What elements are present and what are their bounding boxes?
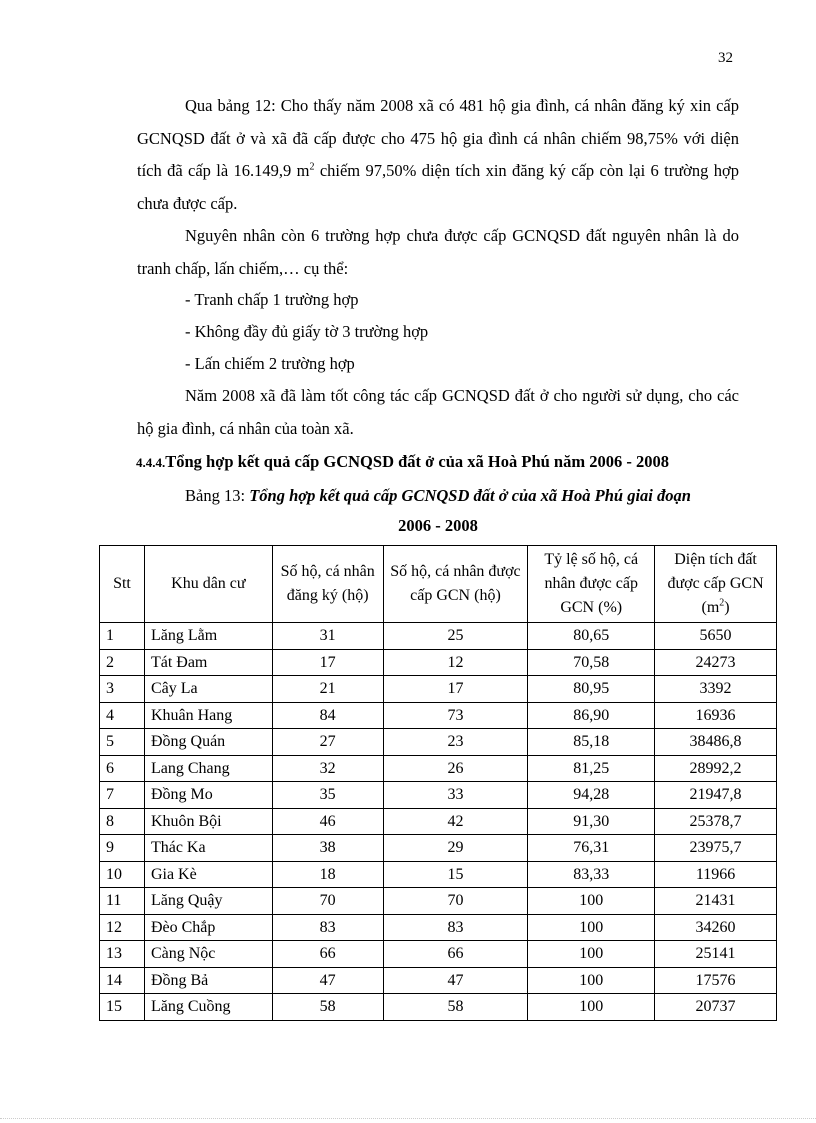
table-row [100, 888, 777, 915]
bullet-item: - Tranh chấp 1 trường hợp [185, 290, 359, 309]
bullet-item: - Không đầy đủ giấy tờ 3 trường hợp [185, 322, 429, 341]
cell-granted: 23 [383, 729, 528, 756]
cell-land-area: 28992,2 [655, 755, 777, 782]
cell-area-name: Đèo Chắp [144, 914, 272, 941]
section-number: 4.4.4. [136, 455, 166, 470]
paragraph1-superscript: 2 [309, 161, 315, 173]
cell-area-name: Lăng Lằm [144, 623, 272, 650]
cell-ratio: 91,30 [528, 808, 655, 835]
cell-area-name: Đồng Mo [144, 782, 272, 809]
cell-land-area: 17576 [655, 967, 777, 994]
cell-ratio: 81,25 [528, 755, 655, 782]
cell-registered: 84 [272, 702, 383, 729]
paragraph-conclusion: Năm 2008 xã đã làm tốt công tác cấp GCNQSD đất ở cho người sử dụng, cho các hộ gia đình, cá nhân của toàn xã. [137, 386, 739, 438]
cell-stt: 9 [100, 835, 145, 862]
cell-land-area: 23975,7 [655, 835, 777, 862]
cell-land-area: 21947,8 [655, 782, 777, 809]
cell-area-name: Đồng Quán [144, 729, 272, 756]
cell-ratio: 100 [528, 888, 655, 915]
cell-granted: 25 [383, 623, 528, 650]
cell-land-area: 11966 [655, 861, 777, 888]
paragraph-table12-summary [137, 90, 739, 220]
cell-land-area: 25378,7 [655, 808, 777, 835]
cell-land-area: 34260 [655, 914, 777, 941]
cell-granted: 15 [383, 861, 528, 888]
cell-stt: 13 [100, 941, 145, 968]
cell-land-area: 16936 [655, 702, 777, 729]
table-row [100, 967, 777, 994]
page-number: 32 [718, 50, 733, 66]
cell-area-name: Càng Nộc [144, 941, 272, 968]
cell-stt: 4 [100, 702, 145, 729]
cell-land-area: 24273 [655, 649, 777, 676]
page-bottom-divider [0, 1118, 816, 1119]
header-registered: Số hộ, cá nhân đăng ký (hộ) [272, 546, 383, 623]
table-row [100, 941, 777, 968]
table-row [100, 835, 777, 862]
cell-area-name: Lang Chang [144, 755, 272, 782]
cell-stt: 3 [100, 676, 145, 703]
table-body [100, 623, 777, 1021]
cell-area-name: Thác Ka [144, 835, 272, 862]
cell-granted: 33 [383, 782, 528, 809]
cell-ratio: 100 [528, 941, 655, 968]
paragraph1-part2: chiếm 97,50% diện tích xin đăng ký cấp còn lại 6 trường hợp chưa được cấp. [137, 161, 739, 213]
table-row [100, 782, 777, 809]
cell-stt: 14 [100, 967, 145, 994]
table-header-row [100, 546, 777, 623]
caption-years: 2006 - 2008 [398, 516, 478, 535]
cell-granted: 83 [383, 914, 528, 941]
cell-granted: 58 [383, 994, 528, 1021]
table-row [100, 755, 777, 782]
cell-stt: 15 [100, 994, 145, 1021]
cell-ratio: 100 [528, 914, 655, 941]
cell-ratio: 80,65 [528, 623, 655, 650]
cell-area-name: Đồng Bả [144, 967, 272, 994]
cell-granted: 26 [383, 755, 528, 782]
cell-registered: 47 [272, 967, 383, 994]
cell-granted: 29 [383, 835, 528, 862]
table-row [100, 702, 777, 729]
header-land-area [655, 546, 777, 623]
cell-registered: 32 [272, 755, 383, 782]
cell-registered: 27 [272, 729, 383, 756]
caption-label: Bảng 13: [185, 486, 250, 505]
results-table [99, 545, 777, 1021]
header-ratio: Tỷ lệ số hộ, cá nhân được cấp GCN (%) [528, 546, 655, 623]
cell-stt: 8 [100, 808, 145, 835]
cell-granted: 66 [383, 941, 528, 968]
header-land-area-text: Diện tích đất được cấp GCN (m [667, 551, 764, 616]
table-caption [100, 481, 776, 541]
cell-granted: 12 [383, 649, 528, 676]
cell-stt: 10 [100, 861, 145, 888]
cell-registered: 38 [272, 835, 383, 862]
cell-ratio: 100 [528, 967, 655, 994]
table-row [100, 649, 777, 676]
cell-granted: 17 [383, 676, 528, 703]
cell-area-name: Tát Đam [144, 649, 272, 676]
cell-land-area: 5650 [655, 623, 777, 650]
header-granted: Số hộ, cá nhân được cấp GCN (hộ) [383, 546, 528, 623]
cell-registered: 31 [272, 623, 383, 650]
table-row [100, 676, 777, 703]
cell-registered: 83 [272, 914, 383, 941]
header-area-name: Khu dân cư [144, 546, 272, 623]
cell-area-name: Khuôn Bội [144, 808, 272, 835]
cell-land-area: 20737 [655, 994, 777, 1021]
cell-registered: 66 [272, 941, 383, 968]
cell-stt: 6 [100, 755, 145, 782]
cell-registered: 58 [272, 994, 383, 1021]
cell-stt: 11 [100, 888, 145, 915]
cell-area-name: Lăng Cuồng [144, 994, 272, 1021]
table-row [100, 729, 777, 756]
cell-ratio: 100 [528, 994, 655, 1021]
cell-registered: 21 [272, 676, 383, 703]
cell-registered: 35 [272, 782, 383, 809]
cell-stt: 1 [100, 623, 145, 650]
caption-title: Tổng hợp kết quả cấp GCNQSD đất ở của xã Hoà Phú giai đoạn [249, 486, 691, 505]
cell-land-area: 25141 [655, 941, 777, 968]
header-land-area-sup: 2 [719, 597, 725, 609]
cell-area-name: Khuân Hang [144, 702, 272, 729]
cell-ratio: 86,90 [528, 702, 655, 729]
cell-granted: 73 [383, 702, 528, 729]
cell-land-area: 3392 [655, 676, 777, 703]
table-row [100, 994, 777, 1021]
cell-stt: 2 [100, 649, 145, 676]
cell-area-name: Lăng Quậy [144, 888, 272, 915]
cell-area-name: Cây La [144, 676, 272, 703]
cell-area-name: Gia Kè [144, 861, 272, 888]
cell-stt: 12 [100, 914, 145, 941]
paragraph1-part1: Qua bảng 12: Cho thấy năm 2008 xã có 481 hộ gia đình, cá nhân đăng ký xin cấp GCNQSD đất ở và xã đã cấp được cho 475 hộ gia đình cá nhân chiếm 98,75% với diện tích đã cấp là 16.149,9 m [137, 96, 739, 180]
cell-granted: 47 [383, 967, 528, 994]
cell-registered: 18 [272, 861, 383, 888]
cell-ratio: 70,58 [528, 649, 655, 676]
paragraph-reasons: Nguyên nhân còn 6 trường hợp chưa được cấp GCNQSD đất nguyên nhân là do tranh chấp, lấn chiếm,… cụ thể: [137, 226, 739, 278]
table-row [100, 808, 777, 835]
cell-ratio: 85,18 [528, 729, 655, 756]
cell-ratio: 76,31 [528, 835, 655, 862]
table-row [100, 914, 777, 941]
cell-ratio: 80,95 [528, 676, 655, 703]
cell-stt: 7 [100, 782, 145, 809]
header-land-area-end: ) [724, 599, 730, 616]
cell-granted: 42 [383, 808, 528, 835]
cell-land-area: 21431 [655, 888, 777, 915]
bullet-item: - Lấn chiếm 2 trường hợp [185, 354, 355, 373]
section-heading [136, 452, 669, 472]
cell-stt: 5 [100, 729, 145, 756]
cell-registered: 17 [272, 649, 383, 676]
table-row [100, 623, 777, 650]
cell-registered: 70 [272, 888, 383, 915]
cell-land-area: 38486,8 [655, 729, 777, 756]
section-title: Tổng hợp kết quả cấp GCNQSD đất ở của xã Hoà Phú năm 2006 - 2008 [165, 452, 669, 471]
cell-granted: 70 [383, 888, 528, 915]
header-stt: Stt [100, 546, 145, 623]
table-row [100, 861, 777, 888]
cell-ratio: 83,33 [528, 861, 655, 888]
cell-ratio: 94,28 [528, 782, 655, 809]
cell-registered: 46 [272, 808, 383, 835]
